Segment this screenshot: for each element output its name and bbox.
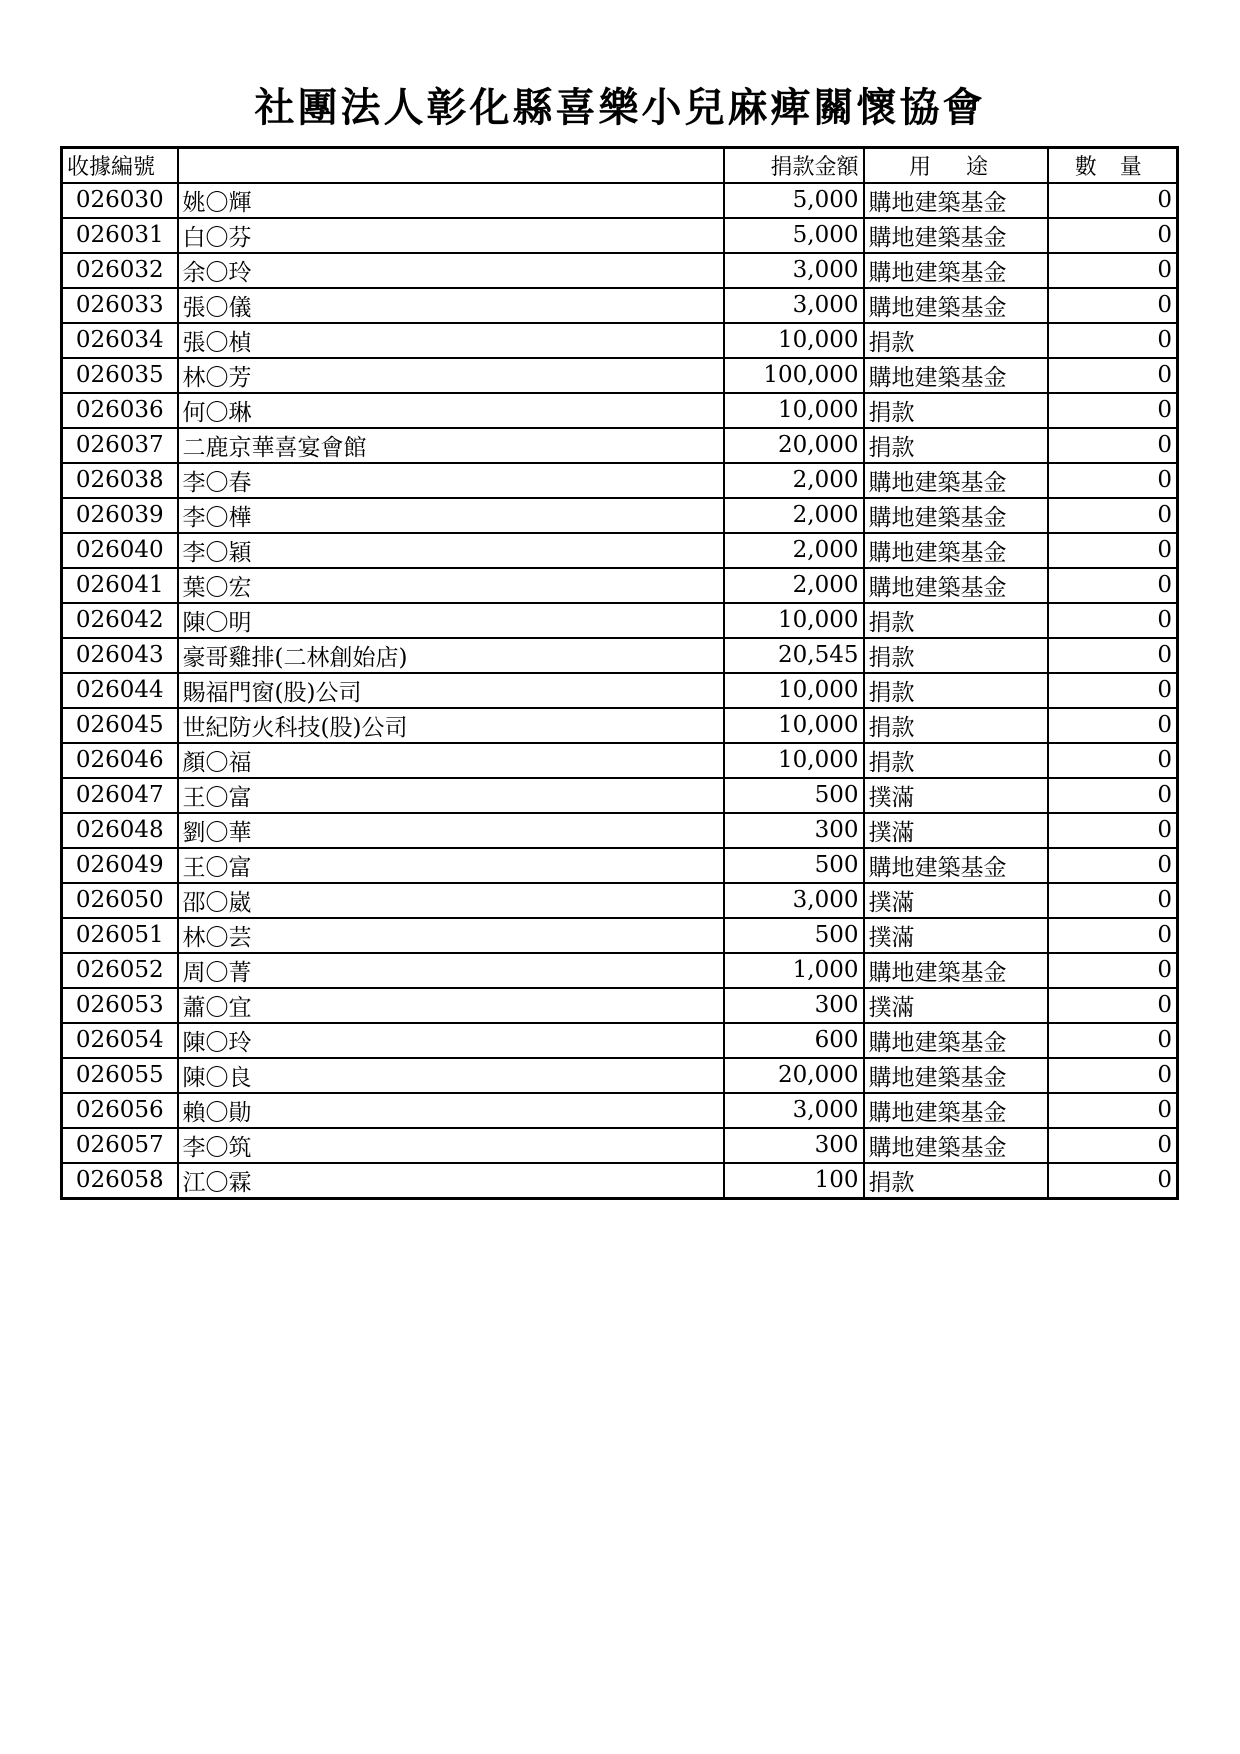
table-header-row (62, 148, 1178, 183)
cell-amount: 10,000 (724, 743, 864, 778)
cell-receipt-no: 026043 (62, 638, 178, 673)
cell-receipt-no: 026050 (62, 883, 178, 918)
cell-donor-name: 邵〇崴 (178, 883, 724, 918)
cell-donor-name: 陳〇明 (178, 603, 724, 638)
header-amount: 捐款金額 (724, 148, 864, 183)
cell-receipt-no: 026031 (62, 218, 178, 253)
cell-amount: 100,000 (724, 358, 864, 393)
cell-receipt-no: 026053 (62, 988, 178, 1023)
cell-donor-name: 葉〇宏 (178, 568, 724, 603)
cell-receipt-no: 026055 (62, 1058, 178, 1093)
cell-amount: 10,000 (724, 393, 864, 428)
cell-quantity: 0 (1048, 393, 1178, 428)
cell-purpose: 捐款 (864, 393, 1048, 428)
cell-receipt-no: 026036 (62, 393, 178, 428)
cell-amount: 1,000 (724, 953, 864, 988)
cell-amount: 20,000 (724, 428, 864, 463)
cell-quantity: 0 (1048, 603, 1178, 638)
cell-amount: 500 (724, 778, 864, 813)
cell-receipt-no: 026042 (62, 603, 178, 638)
cell-purpose: 撲滿 (864, 813, 1048, 848)
cell-amount: 2,000 (724, 568, 864, 603)
cell-amount: 300 (724, 1128, 864, 1163)
table-row (62, 253, 1178, 288)
table-row (62, 393, 1178, 428)
cell-amount: 100 (724, 1163, 864, 1199)
cell-quantity: 0 (1048, 218, 1178, 253)
cell-receipt-no: 026046 (62, 743, 178, 778)
cell-donor-name: 余〇玲 (178, 253, 724, 288)
cell-receipt-no: 026037 (62, 428, 178, 463)
cell-donor-name: 江〇霖 (178, 1163, 724, 1199)
cell-purpose: 捐款 (864, 1163, 1048, 1199)
cell-donor-name: 王〇富 (178, 778, 724, 813)
cell-quantity: 0 (1048, 1128, 1178, 1163)
cell-purpose: 捐款 (864, 323, 1048, 358)
cell-donor-name: 李〇樺 (178, 498, 724, 533)
cell-receipt-no: 026054 (62, 1023, 178, 1058)
cell-donor-name: 蕭〇宜 (178, 988, 724, 1023)
cell-quantity: 0 (1048, 813, 1178, 848)
cell-purpose: 購地建築基金 (864, 1058, 1048, 1093)
cell-amount: 5,000 (724, 183, 864, 218)
cell-quantity: 0 (1048, 428, 1178, 463)
cell-purpose: 購地建築基金 (864, 953, 1048, 988)
cell-donor-name: 劉〇華 (178, 813, 724, 848)
table-row (62, 988, 1178, 1023)
cell-donor-name: 周〇菁 (178, 953, 724, 988)
cell-receipt-no: 026032 (62, 253, 178, 288)
table-row (62, 1128, 1178, 1163)
cell-purpose: 購地建築基金 (864, 1128, 1048, 1163)
cell-quantity: 0 (1048, 743, 1178, 778)
cell-purpose: 捐款 (864, 673, 1048, 708)
cell-receipt-no: 026056 (62, 1093, 178, 1128)
cell-receipt-no: 026040 (62, 533, 178, 568)
cell-quantity: 0 (1048, 708, 1178, 743)
table-row (62, 183, 1178, 218)
cell-purpose: 撲滿 (864, 988, 1048, 1023)
header-receipt-no: 收據編號 (62, 148, 178, 183)
cell-donor-name: 世紀防火科技(股)公司 (178, 708, 724, 743)
cell-receipt-no: 026049 (62, 848, 178, 883)
table-body (62, 183, 1178, 1199)
cell-receipt-no: 026048 (62, 813, 178, 848)
table-row (62, 638, 1178, 673)
cell-purpose: 購地建築基金 (864, 288, 1048, 323)
cell-amount: 3,000 (724, 253, 864, 288)
cell-donor-name: 顏〇福 (178, 743, 724, 778)
cell-amount: 20,545 (724, 638, 864, 673)
cell-amount: 2,000 (724, 533, 864, 568)
cell-amount: 5,000 (724, 218, 864, 253)
cell-quantity: 0 (1048, 918, 1178, 953)
cell-receipt-no: 026057 (62, 1128, 178, 1163)
cell-receipt-no: 026033 (62, 288, 178, 323)
cell-receipt-no: 026051 (62, 918, 178, 953)
cell-amount: 2,000 (724, 498, 864, 533)
cell-donor-name: 張〇儀 (178, 288, 724, 323)
cell-purpose: 購地建築基金 (864, 463, 1048, 498)
cell-donor-name: 林〇芳 (178, 358, 724, 393)
table-row (62, 953, 1178, 988)
cell-donor-name: 李〇穎 (178, 533, 724, 568)
table-row (62, 918, 1178, 953)
cell-quantity: 0 (1048, 778, 1178, 813)
cell-quantity: 0 (1048, 638, 1178, 673)
cell-amount: 2,000 (724, 463, 864, 498)
table-row (62, 533, 1178, 568)
cell-quantity: 0 (1048, 358, 1178, 393)
cell-donor-name: 賜福門窗(股)公司 (178, 673, 724, 708)
cell-purpose: 撲滿 (864, 883, 1048, 918)
header-purpose: 用 途 (864, 148, 1048, 183)
cell-quantity: 0 (1048, 1093, 1178, 1128)
cell-quantity: 0 (1048, 1023, 1178, 1058)
header-quantity: 數 量 (1048, 148, 1178, 183)
header-name (178, 148, 724, 183)
cell-donor-name: 李〇春 (178, 463, 724, 498)
table-row (62, 1093, 1178, 1128)
cell-amount: 3,000 (724, 883, 864, 918)
cell-quantity: 0 (1048, 288, 1178, 323)
cell-quantity: 0 (1048, 988, 1178, 1023)
table-row (62, 498, 1178, 533)
cell-donor-name: 何〇琳 (178, 393, 724, 428)
cell-purpose: 捐款 (864, 638, 1048, 673)
table-row (62, 673, 1178, 708)
table-row (62, 428, 1178, 463)
cell-receipt-no: 026044 (62, 673, 178, 708)
cell-purpose: 捐款 (864, 708, 1048, 743)
cell-purpose: 捐款 (864, 743, 1048, 778)
table-row (62, 1023, 1178, 1058)
cell-quantity: 0 (1048, 568, 1178, 603)
cell-donor-name: 姚〇輝 (178, 183, 724, 218)
table-row (62, 813, 1178, 848)
cell-amount: 10,000 (724, 603, 864, 638)
table-row (62, 358, 1178, 393)
cell-purpose: 購地建築基金 (864, 498, 1048, 533)
cell-donor-name: 二鹿京華喜宴會館 (178, 428, 724, 463)
cell-amount: 600 (724, 1023, 864, 1058)
table-row (62, 1058, 1178, 1093)
table-row (62, 568, 1178, 603)
cell-donor-name: 陳〇玲 (178, 1023, 724, 1058)
cell-donor-name: 林〇芸 (178, 918, 724, 953)
table-row (62, 218, 1178, 253)
cell-purpose: 撲滿 (864, 918, 1048, 953)
cell-quantity: 0 (1048, 183, 1178, 218)
table-row (62, 288, 1178, 323)
cell-quantity: 0 (1048, 673, 1178, 708)
table-row (62, 848, 1178, 883)
cell-quantity: 0 (1048, 323, 1178, 358)
cell-quantity: 0 (1048, 533, 1178, 568)
cell-amount: 300 (724, 988, 864, 1023)
table-row (62, 743, 1178, 778)
cell-quantity: 0 (1048, 463, 1178, 498)
cell-receipt-no: 026034 (62, 323, 178, 358)
cell-purpose: 購地建築基金 (864, 1093, 1048, 1128)
cell-donor-name: 陳〇良 (178, 1058, 724, 1093)
cell-purpose: 購地建築基金 (864, 1023, 1048, 1058)
cell-amount: 10,000 (724, 323, 864, 358)
cell-purpose: 購地建築基金 (864, 848, 1048, 883)
cell-purpose: 捐款 (864, 603, 1048, 638)
cell-amount: 300 (724, 813, 864, 848)
cell-purpose: 購地建築基金 (864, 358, 1048, 393)
cell-receipt-no: 026035 (62, 358, 178, 393)
cell-amount: 20,000 (724, 1058, 864, 1093)
cell-receipt-no: 026030 (62, 183, 178, 218)
cell-quantity: 0 (1048, 953, 1178, 988)
cell-donor-name: 張〇楨 (178, 323, 724, 358)
table-row (62, 1163, 1178, 1199)
table-row (62, 883, 1178, 918)
cell-amount: 500 (724, 918, 864, 953)
cell-amount: 10,000 (724, 708, 864, 743)
cell-receipt-no: 026041 (62, 568, 178, 603)
cell-purpose: 購地建築基金 (864, 253, 1048, 288)
table-row (62, 463, 1178, 498)
cell-receipt-no: 026045 (62, 708, 178, 743)
cell-purpose: 購地建築基金 (864, 183, 1048, 218)
cell-donor-name: 豪哥雞排(二林創始店) (178, 638, 724, 673)
cell-quantity: 0 (1048, 1058, 1178, 1093)
cell-purpose: 購地建築基金 (864, 533, 1048, 568)
cell-purpose: 撲滿 (864, 778, 1048, 813)
cell-donor-name: 王〇富 (178, 848, 724, 883)
table-row (62, 708, 1178, 743)
cell-receipt-no: 026038 (62, 463, 178, 498)
cell-quantity: 0 (1048, 498, 1178, 533)
cell-purpose: 捐款 (864, 428, 1048, 463)
cell-quantity: 0 (1048, 1163, 1178, 1199)
page-title: 社團法人彰化縣喜樂小兒麻痺關懷協會 (254, 85, 986, 131)
cell-receipt-no: 026058 (62, 1163, 178, 1199)
cell-purpose: 購地建築基金 (864, 218, 1048, 253)
cell-amount: 10,000 (724, 673, 864, 708)
cell-purpose: 購地建築基金 (864, 568, 1048, 603)
cell-receipt-no: 026039 (62, 498, 178, 533)
table-row (62, 778, 1178, 813)
donation-table (60, 146, 1179, 1200)
cell-quantity: 0 (1048, 848, 1178, 883)
cell-donor-name: 賴〇勛 (178, 1093, 724, 1128)
cell-receipt-no: 026052 (62, 953, 178, 988)
table-row (62, 603, 1178, 638)
cell-amount: 3,000 (724, 288, 864, 323)
cell-receipt-no: 026047 (62, 778, 178, 813)
cell-amount: 500 (724, 848, 864, 883)
cell-quantity: 0 (1048, 883, 1178, 918)
cell-amount: 3,000 (724, 1093, 864, 1128)
cell-donor-name: 白〇芬 (178, 218, 724, 253)
cell-donor-name: 李〇筑 (178, 1128, 724, 1163)
cell-quantity: 0 (1048, 253, 1178, 288)
table-row (62, 323, 1178, 358)
